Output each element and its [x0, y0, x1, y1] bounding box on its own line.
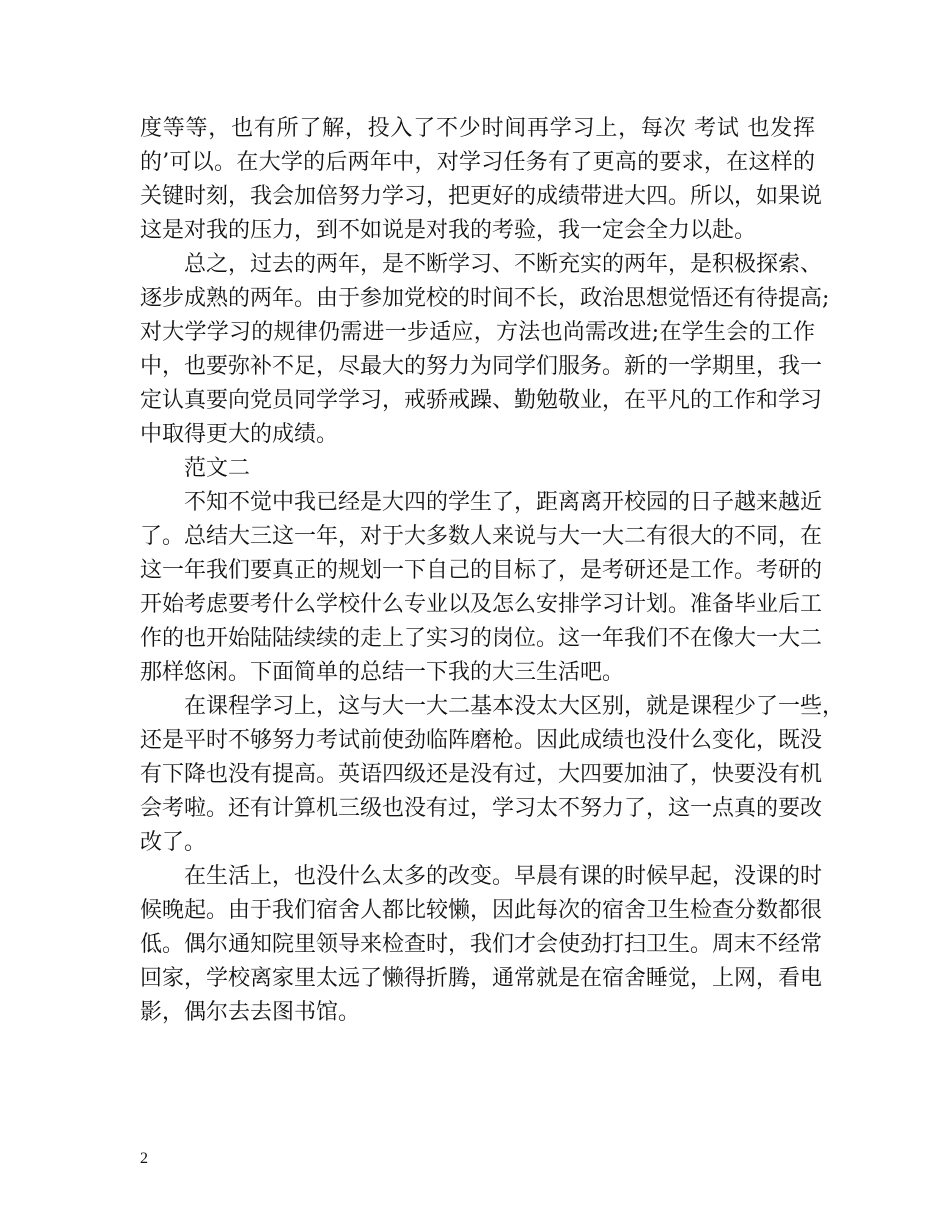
text-line: 在生活上，也没什么太多的改变。早晨有课的时候早起，没课的时 [184, 864, 823, 889]
page-number: 2 [140, 1150, 148, 1167]
text-line: 在课程学习上，这与大一大二基本没太大区别，就是课程少了一些， [184, 694, 845, 719]
text-line: 这是对我的压力，到不如说是对我的考验，我一定会全力以赴。 [140, 218, 757, 243]
text-line: 对大学学习的规律仍需进一步适应，方法也尚需改进;在学生会的工作 [140, 320, 815, 345]
text-line: 开始考虑要考什么学校什么专业以及怎么安排学习计划。准备毕业后工 [140, 592, 823, 617]
text-line: 回家，学校离家里太远了懒得折腾，通常就是在宿舍睡觉，上网，看电 [140, 966, 823, 991]
paragraph-summary [140, 248, 830, 452]
text-line: 了。总结大三这一年，对于大多数人来说与大一大二有很大的不同，在 [140, 524, 823, 549]
text-line: 那样悠闲。下面简单的总结一下我的大三生活吧。 [140, 660, 625, 685]
text-line: 有下降也没有提高。英语四级还是没有过，大四要加油了，快要没有机 [140, 762, 823, 787]
text-line: 改了。 [140, 830, 207, 855]
text-line: 低。偶尔通知院里领导来检查时，我们才会使劲打扫卫生。周末不经常 [140, 932, 823, 957]
text-line: 定认真要向党员同学学习，戒骄戒躁、勤勉敬业，在平凡的工作和学习 [140, 388, 823, 413]
paragraph-course-study [140, 690, 845, 860]
paragraph-continued-study [140, 112, 823, 248]
text-line: 中取得更大的成绩。 [140, 422, 339, 447]
paragraph-daily-life [140, 860, 823, 1030]
text-line: 不知不觉中我已经是大四的学生了，距离离开校园的日子越来越近 [184, 490, 823, 515]
text-line: 总之，过去的两年，是不断学习、不断充实的两年，是积极探索、 [184, 252, 823, 277]
text-line: 这一年我们要真正的规划一下自己的目标了，是考研还是工作。考研的 [140, 558, 823, 583]
text-line: 会考啦。还有计算机三级也没有过，学习太不努力了，这一点真的要改 [140, 796, 823, 821]
text-line: 作的也开始陆陆续续的走上了实习的岗位。这一年我们不在像大一大二 [140, 626, 823, 651]
text-line: 还是平时不够努力考试前使劲临阵磨枪。因此成绩也没什么变化，既没 [140, 728, 823, 753]
text-line: 中，也要弥补不足，尽最大的努力为同学们服务。新的一学期里，我一 [140, 354, 823, 379]
section-heading: 范文二 [184, 456, 251, 481]
section-heading-sample-two [140, 452, 815, 486]
text-line: 的’可以。在大学的后两年中，对学习任务有了更高的要求，在这样的 [140, 150, 815, 175]
text-line: 影，偶尔去去图书馆。 [140, 1000, 361, 1025]
text-line: 逐步成熟的两年。由于参加党校的时间不长，政治思想觉悟还有待提高; [140, 286, 830, 311]
text-line: 度等等，也有所了解，投入了不少时间再学习上，每次 考试 也发挥 [140, 116, 815, 141]
document-body [140, 112, 845, 1030]
paragraph-senior-year-intro [140, 486, 823, 690]
text-line: 候晚起。由于我们宿舍人都比较懒，因此每次的宿舍卫生检查分数都很 [140, 898, 823, 923]
text-line: 关键时刻，我会加倍努力学习，把更好的成绩带进大四。所以，如果说 [140, 184, 823, 209]
